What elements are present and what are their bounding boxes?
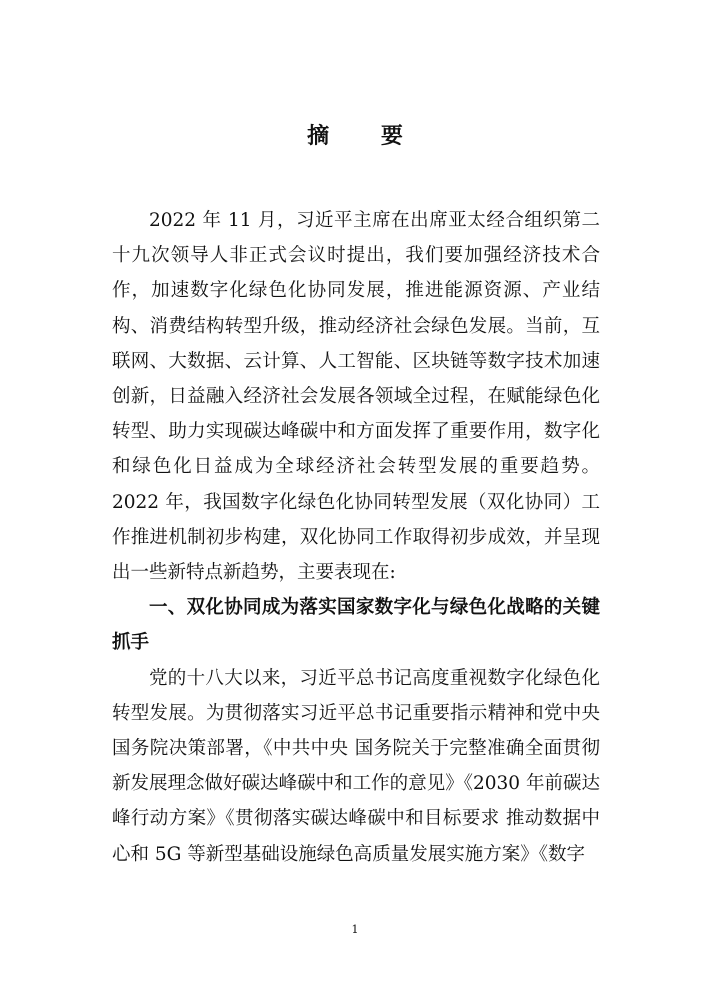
paragraph-section-1: 党的十八大以来，习近平总书记高度重视数字化绿色化转型发展。为贯彻落实习近平总书记重要指示精神和党中央国务院决策部署，《中共中央 国务院关于完整准确全面贯彻新发展理念做好碳达峰碳中和工作的意见》《2030 年前碳达峰行动方案》《贯彻落实碳达峰碳中和目标要求 推动数据中心和 5G 等新型基础设施绿色高质量发展实施方案》《数字: [112, 667, 600, 865]
page-number: 1: [351, 923, 359, 936]
paragraph-intro: 2022 年 11 月，习近平主席在出席亚太经合组织第二十九次领导人非正式会议时提出，我们要加强经济技术合作，加速数字化绿色化协同发展，推进能源资源、产业结构、消费结构转型升级，推动经济社会绿色发展。当前，互联网、大数据、云计算、人工智能、区块链等数字技术加速创新，日益融入经济社会发展各领域全过程，在赋能绿色化转型、助力实现碳达峰碳中和方面发挥了重要作用，数字化和绿色化日益成为全球经济社会转型发展的重要趋势。2022 年，我国数字化绿色化协同转型发展（双化协同）工作推进机制初步构建，双化协同工作取得初步成效，并呈现出一些新特点新趋势，主要表现在:: [112, 210, 600, 584]
section-heading-1: 一、双化协同成为落实国家数字化与绿色化战略的关键抓手: [112, 597, 600, 654]
document-body: [112, 203, 600, 872]
page-title: 摘 要: [307, 124, 425, 149]
